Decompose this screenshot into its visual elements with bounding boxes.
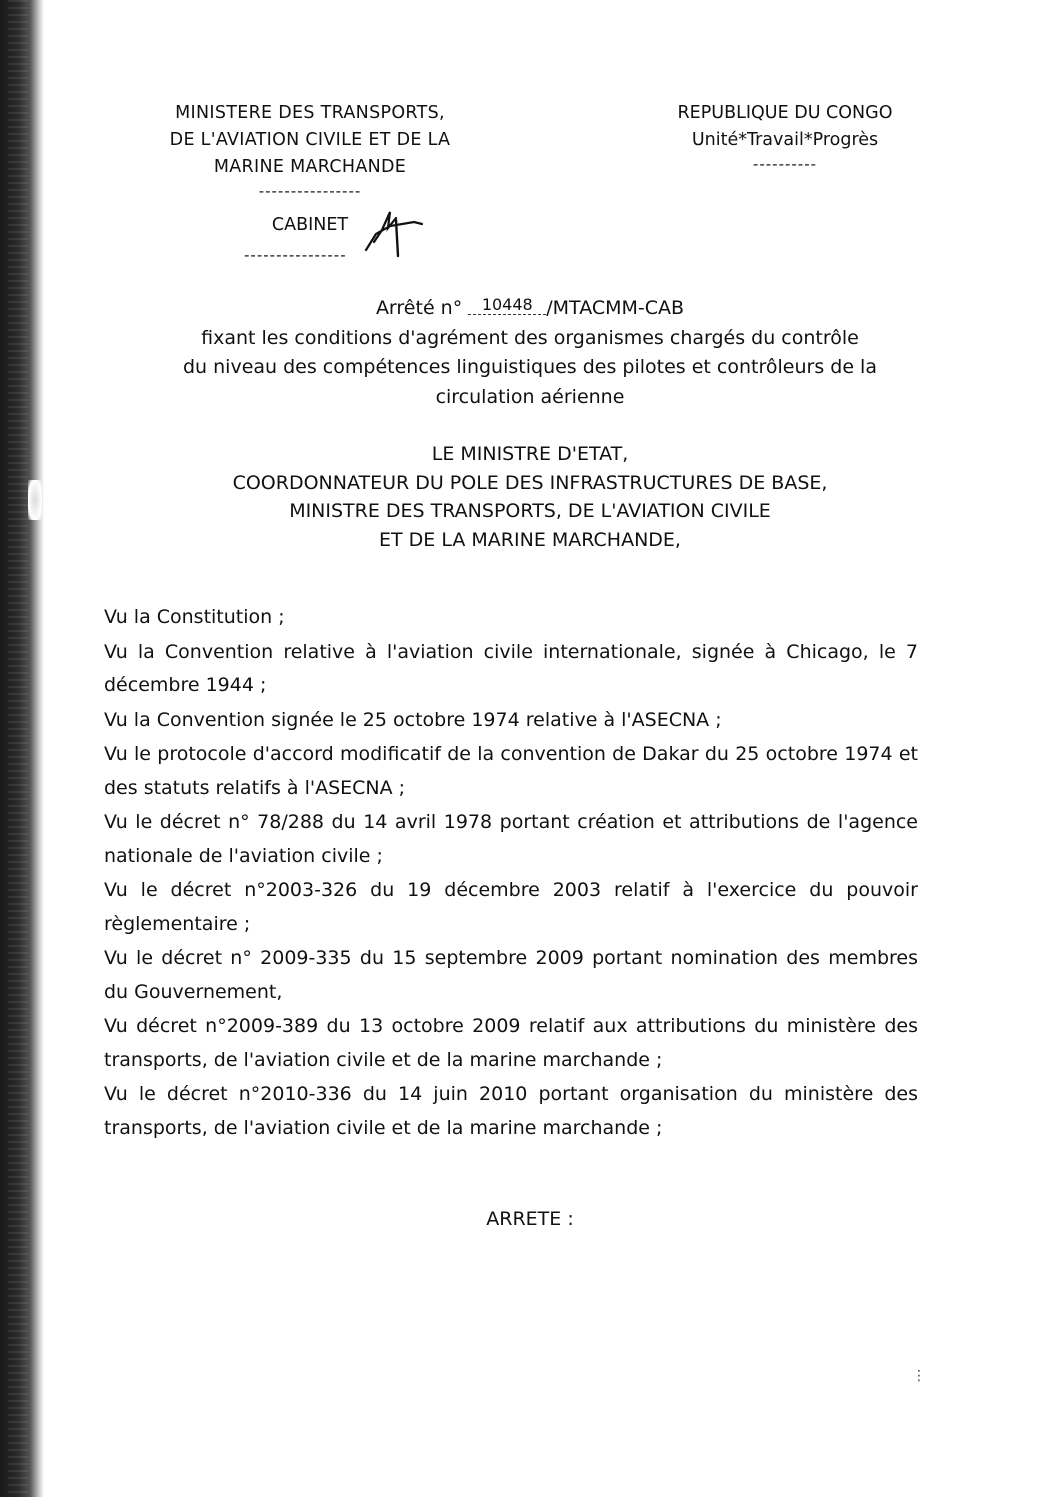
visa-item: Vu le décret n° 78/288 du 14 avril 1978 portant création et attributions de l'agence nationale de l'aviation civile ; xyxy=(104,811,918,867)
visa-item: Vu le décret n° 2009-335 du 15 septembre 2009 portant nomination des membres du Gouvernement, xyxy=(104,947,918,1003)
republic-header xyxy=(640,100,930,174)
visa-item: Vu la Constitution ; xyxy=(104,606,285,628)
decree-subject-line-1: fixant les conditions d'agrément des organismes chargés du contrôle xyxy=(201,326,859,349)
visa-item: Vu la Convention signée le 25 octobre 1974 relative à l'ASECNA ; xyxy=(104,708,722,731)
scan-edge xyxy=(0,0,44,1497)
country-name: REPUBLIQUE DU CONGO xyxy=(677,103,893,123)
visa-item: Vu le décret n°2010-336 du 14 juin 2010 portant organisation du ministère des transports, de l'aviation civile et de la marine marchande ; xyxy=(104,1083,918,1139)
handwritten-initials xyxy=(360,200,430,260)
scan-artifact xyxy=(28,480,42,520)
minister-line-4: ET DE LA MARINE MARCHANDE, xyxy=(379,528,681,551)
ministry-line-3: MARINE MARCHANDE xyxy=(213,157,407,177)
visa-item: Vu le protocole d'accord modificatif de la convention de Dakar du 25 octobre 1974 et des statuts relatifs à l'ASECNA ; xyxy=(104,743,918,799)
decree-prefix: Arrêté n° xyxy=(375,297,463,319)
cabinet-separator: ---------------- xyxy=(244,246,347,264)
decree-suffix: /MTACMM-CAB xyxy=(546,297,685,319)
minister-line-3: MINISTRE DES TRANSPORTS, DE L'AVIATION CIVILE xyxy=(289,500,771,522)
visa-item: Vu le décret n°2003-326 du 19 décembre 2003 relatif à l'exercice du pouvoir règlementaire ; xyxy=(104,879,918,935)
visa-item: Vu la Convention relative à l'aviation civile internationale, signée à Chicago, le 7 décembre 1944 ; xyxy=(104,640,918,696)
ministry-line-2: DE L'AVIATION CIVILE ET DE LA xyxy=(169,130,451,150)
decree-number: 10448 xyxy=(468,296,546,315)
minister-line-1: LE MINISTRE D'ETAT, xyxy=(431,443,629,465)
decree-subject-line-3: circulation aérienne xyxy=(435,385,625,408)
cabinet-label: CABINET xyxy=(271,215,349,235)
visa-item: Vu décret n°2009-389 du 13 octobre 2009 relatif aux attributions du ministère des transports, de l'aviation civile et de la marine marchande ; xyxy=(104,1015,918,1071)
minister-line-2: COORDONNATEUR DU POLE DES INFRASTRUCTURES DE BASE, xyxy=(232,471,828,494)
ministry-header xyxy=(120,100,500,201)
arrete-heading: ARRETE : xyxy=(486,1208,574,1230)
decree-number-line xyxy=(110,294,950,324)
ministry-separator: ---------------- xyxy=(258,182,362,200)
scan-speck: ⋮ xyxy=(912,1368,926,1384)
minister-title xyxy=(110,440,950,554)
national-motto: Unité*Travail*Progrès xyxy=(691,130,879,150)
republic-separator: ---------- xyxy=(752,155,818,173)
ministry-line-1: MINISTERE DES TRANSPORTS, xyxy=(175,103,445,123)
decree-subject-line-2: du niveau des compétences linguistiques des pilotes et contrôleurs de la xyxy=(183,356,877,378)
decree-title xyxy=(110,294,950,412)
legal-basis-list xyxy=(104,601,918,1146)
